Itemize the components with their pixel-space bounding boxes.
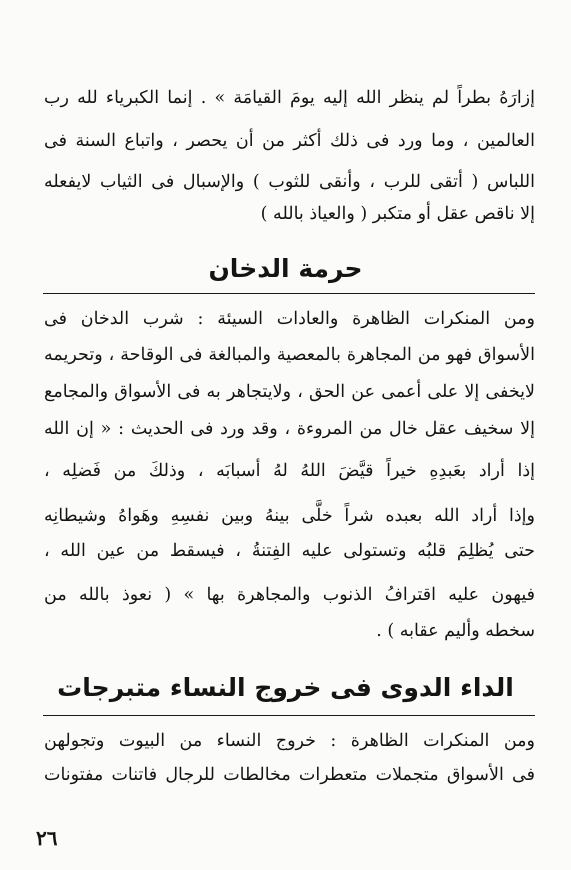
text-line: ومن المنكرات الظاهرة : خروج النساء من البيوت وتجولهن [44,731,535,751]
text-line: إلا ناقص عقل أو متكبر ( والعياذ بالله ) [260,204,535,224]
text-line: فى الأسواق متجملات متعطرات مخالطات للرجال فاتنات مفتونات [44,765,535,785]
text-line: إلا سخيف عقل خال من المروءة ، وقد ورد فى الحديث : « إن الله [44,419,535,439]
heading-divider [43,293,535,294]
text-line: ومن المنكرات الظاهرة والعادات السيئة : شرب الدخان فى [44,309,535,329]
text-line: وإذا أراد الله بعبده شراً خلَّى بينهُ وبين نفسِهِ وهَواهُ وشيطانِه [44,506,535,526]
text-line: إزارَهُ بطراً لم ينظر الله إليه يومَ القيامَة » . إنما الكبرياء لله رب [44,88,535,108]
section-heading: الداء الدوى فى خروج النساء متبرجات [57,673,514,702]
text-line: الأسواق فهو من المجاهرة بالمعصية والمبالغة فى الوقاحة ، وتحريمه [44,345,535,365]
text-line: اللباس ( أتقى للرب ، وأنقى للثوب ) والإسبال فى الثياب لايفعله [44,172,535,192]
text-line: لايخفى إلا على أعمى عن الحق ، ولايتجاهر به فى الأسواق والمجامع [44,382,535,402]
text-line: إذا أراد بعَبدِهِ خيراً قيَّضَ اللهُ لهُ أسبابَه ، وذلكَ من فَضلِه ، [44,461,535,481]
text-line: العالمين ، وما ورد فى ذلك أكثر من أن يحصر ، واتباع السنة فى [44,131,535,151]
text-line: حتى يُظلِمَ قلبُه وتستولى عليه الفِتنةُ ، فيسقط من عين الله ، [44,541,535,561]
page-number: ٢٦ [36,826,58,850]
text-line: سخطه وأليم عقابه ) . [376,621,535,641]
text-line: فيهون عليه اقترافُ الذنوب والمجاهرة بها » ( نعوذ بالله من [44,585,535,605]
heading-divider [43,715,535,716]
section-heading: حرمة الدخان [208,254,363,283]
